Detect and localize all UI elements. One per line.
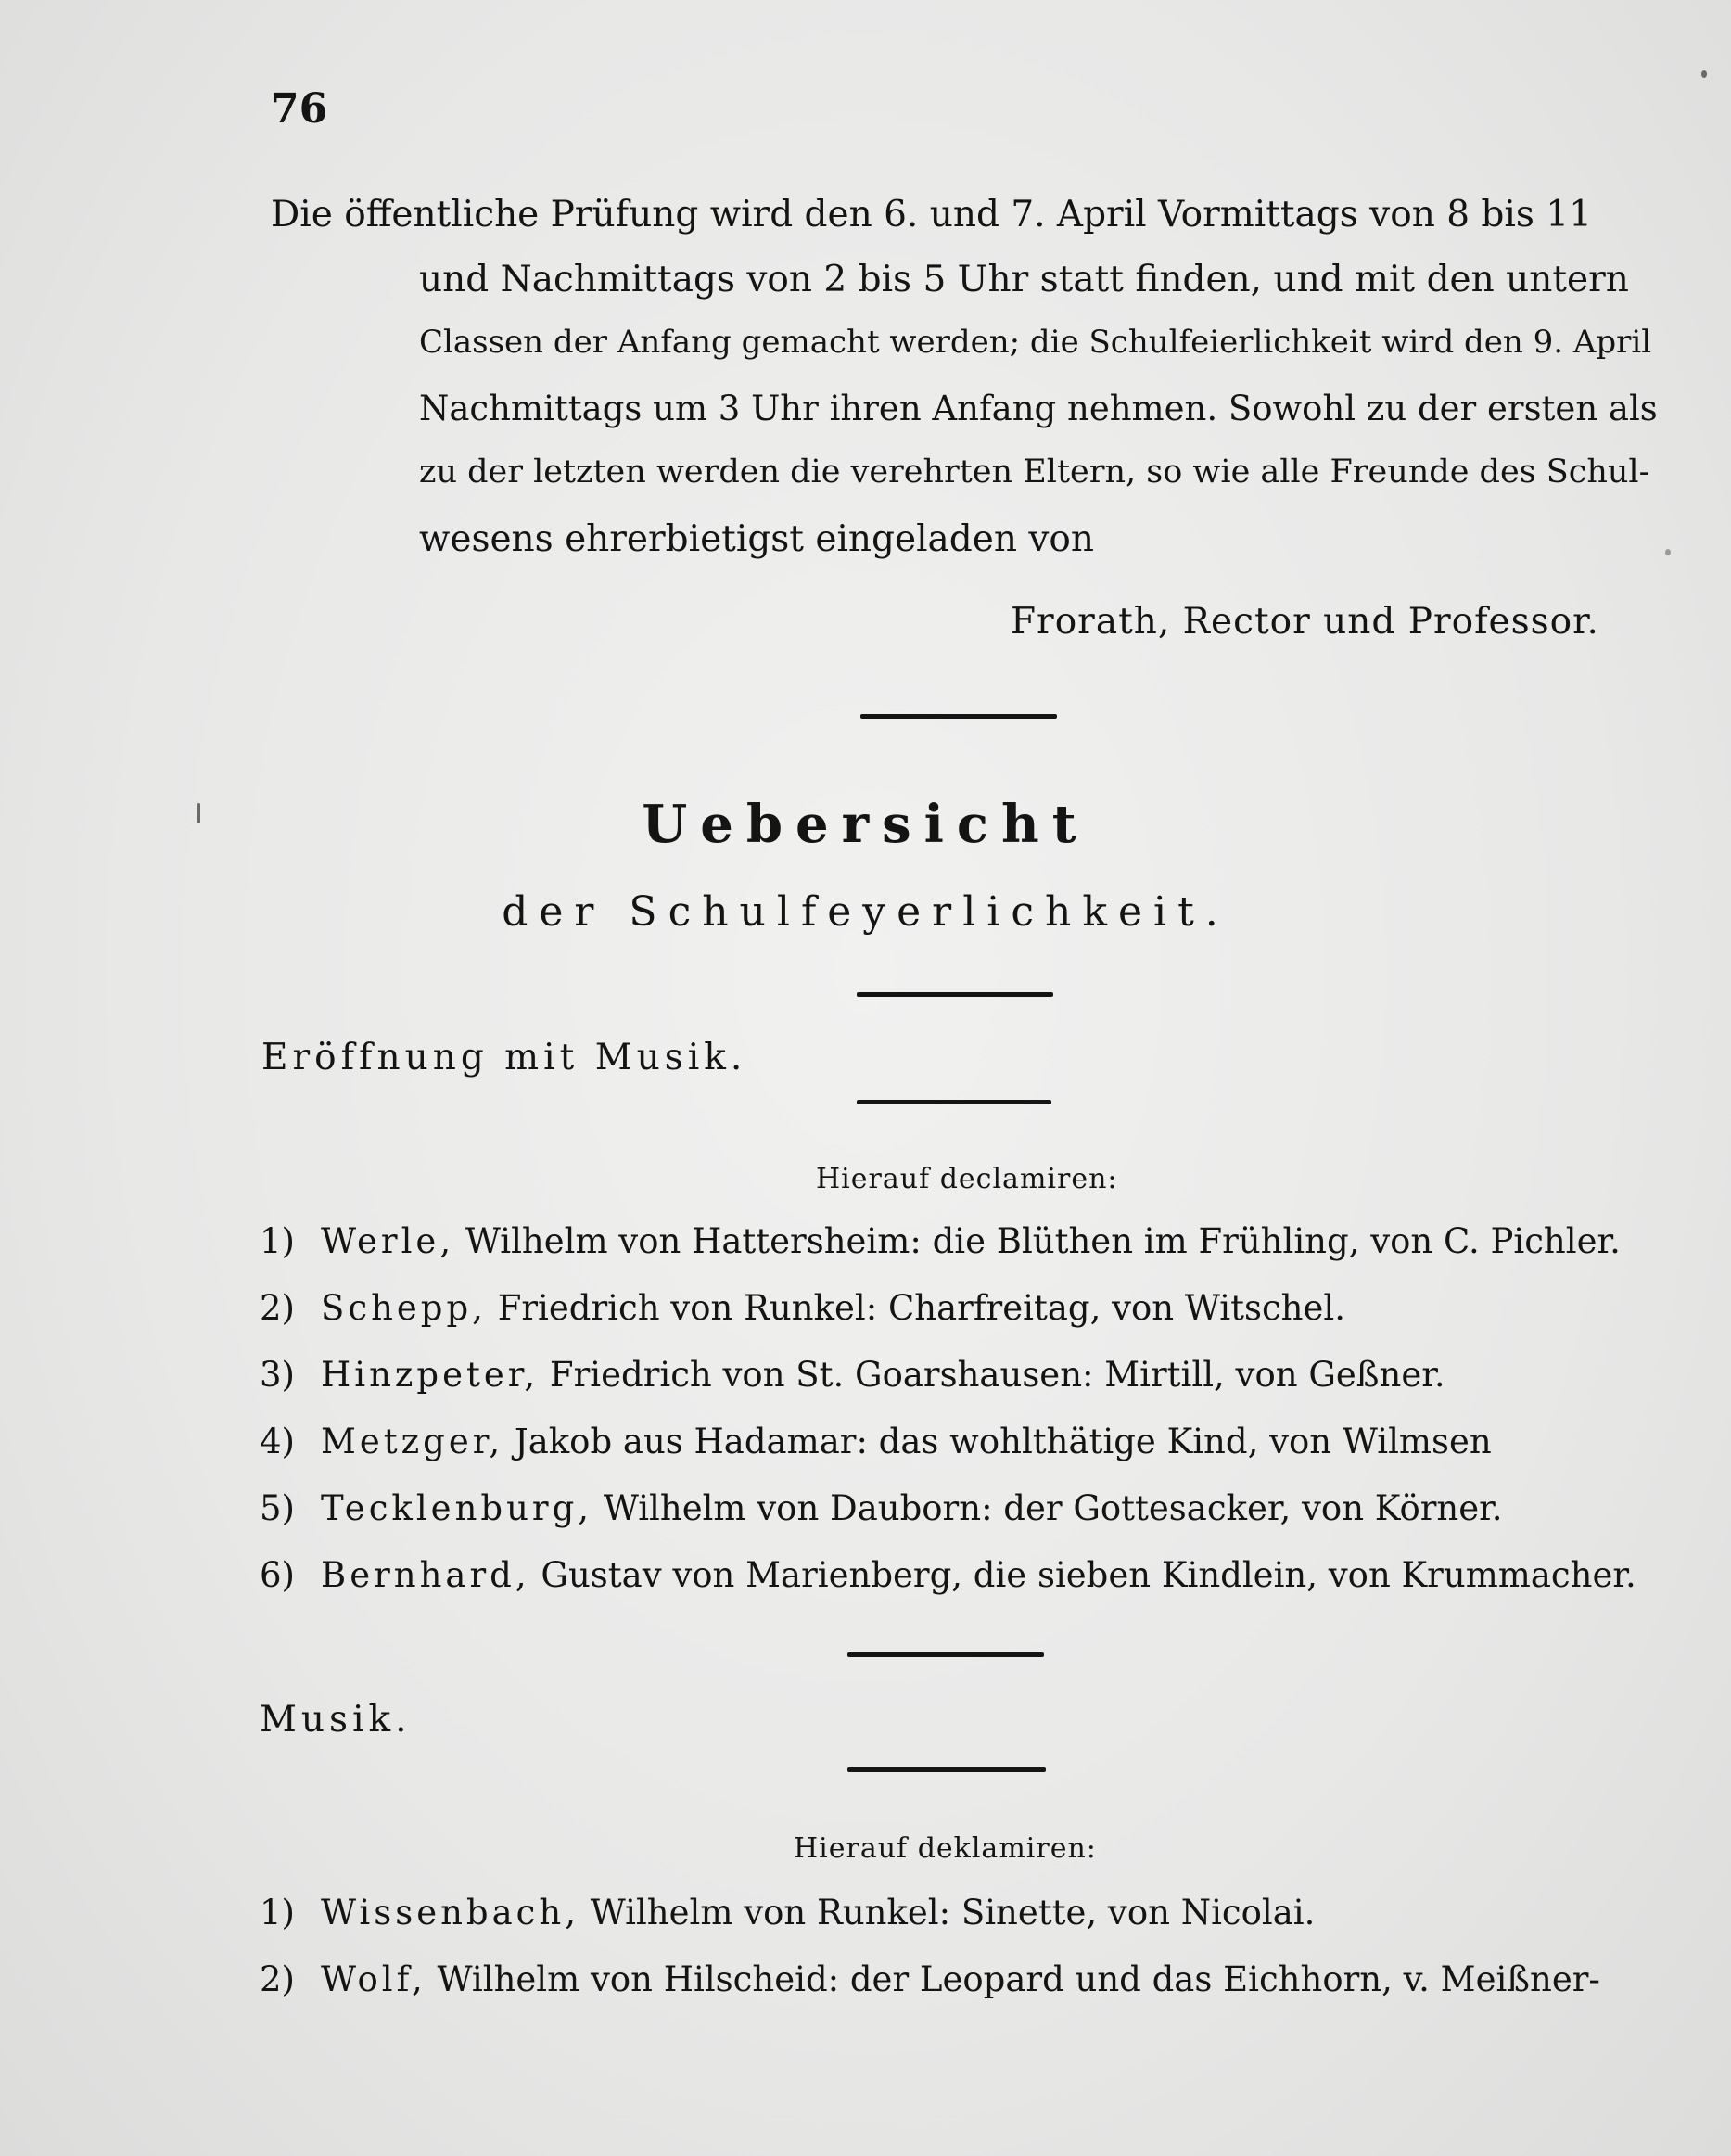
- item-number: 2): [260, 1959, 295, 1999]
- item-text: Wilhelm von Runkel: Sinette, von Nicolai.: [579, 1893, 1316, 1933]
- list-item: [260, 1893, 1316, 1933]
- item-text: Jakob aus Hadamar: das wohlthätige Kind, von Wilmsen: [503, 1422, 1492, 1461]
- ink-speck: [1665, 549, 1671, 555]
- paragraph-line: zu der letzten werden die verehrten Eltern, so wie alle Freunde des Schul-: [419, 453, 1650, 491]
- paragraph-line: Nachmittags um 3 Uhr ihren Anfang nehmen. Sowohl zu der ersten als: [419, 389, 1658, 428]
- page-number: 76: [271, 85, 328, 133]
- item-number: 2): [260, 1288, 295, 1328]
- item-number: 4): [260, 1422, 295, 1461]
- item-surname: Schepp,: [321, 1288, 487, 1328]
- item-number: 6): [260, 1555, 295, 1595]
- item-number: 5): [260, 1488, 295, 1528]
- divider-rule: [857, 992, 1053, 997]
- section-title: Uebersicht: [642, 794, 1089, 855]
- divider-rule: [847, 1767, 1046, 1772]
- item-surname: Wolf,: [321, 1959, 426, 1999]
- item-number: 1): [260, 1221, 295, 1261]
- paragraph-line: und Nachmittags von 2 bis 5 Uhr statt finden, und mit den untern: [419, 259, 1629, 300]
- paragraph-line: wesens ehrerbietigst eingeladen von: [419, 518, 1094, 560]
- divider-rule: [857, 1100, 1051, 1104]
- item-surname: Hinzpeter,: [321, 1355, 540, 1395]
- paragraph-line: Die öffentliche Prüfung wird den 6. und 7. April Vormittags von 8 bis 11: [271, 194, 1592, 236]
- divider-rule: [860, 714, 1057, 719]
- item-surname: Metzger,: [321, 1422, 504, 1461]
- list-item: [260, 1288, 1345, 1328]
- declamation-intro: Hierauf deklamiren:: [794, 1832, 1097, 1865]
- item-text: Friedrich von Runkel: Charfreitag, von Witschel.: [486, 1288, 1345, 1328]
- declamation-intro: Hierauf declamiren:: [816, 1163, 1118, 1195]
- item-surname: Wissenbach,: [321, 1893, 579, 1933]
- list-item: [260, 1221, 1621, 1261]
- item-surname: Bernhard,: [321, 1555, 530, 1595]
- item-text: Gustav von Marienberg, die sieben Kindlein, von Krummacher.: [529, 1555, 1636, 1595]
- section-subtitle: der Schulfeyerlichkeit.: [502, 888, 1229, 936]
- divider-rule: [847, 1652, 1044, 1657]
- ink-speck: [1701, 70, 1707, 78]
- ink-speck: [197, 803, 200, 823]
- item-surname: Werle,: [321, 1221, 455, 1261]
- list-item: [260, 1555, 1636, 1595]
- list-item: [260, 1355, 1445, 1395]
- opening-heading: Eröffnung mit Musik.: [261, 1037, 747, 1078]
- item-text: Wilhelm von Dauborn: der Gottesacker, von Körner.: [592, 1488, 1503, 1528]
- list-item: [260, 1488, 1503, 1528]
- list-item: [260, 1959, 1600, 1999]
- music-heading: Musik.: [260, 1699, 412, 1741]
- item-text: Friedrich von St. Goarshausen: Mirtill, von Geßner.: [539, 1355, 1445, 1395]
- signature-line: Frorath, Rector und Professor.: [1011, 601, 1599, 643]
- item-number: 3): [260, 1355, 295, 1395]
- item-text: Wilhelm von Hilscheid: der Leopard und das Eichhorn, v. Meißner-: [426, 1959, 1600, 1999]
- item-number: 1): [260, 1893, 295, 1933]
- list-item: [260, 1424, 1492, 1459]
- item-text: Wilhelm von Hattersheim: die Blüthen im Frühling, von C. Pichler.: [454, 1221, 1621, 1261]
- paragraph-line: Classen der Anfang gemacht werden; die Schulfeierlichkeit wird den 9. April: [419, 324, 1652, 361]
- item-surname: Tecklenburg,: [321, 1488, 593, 1528]
